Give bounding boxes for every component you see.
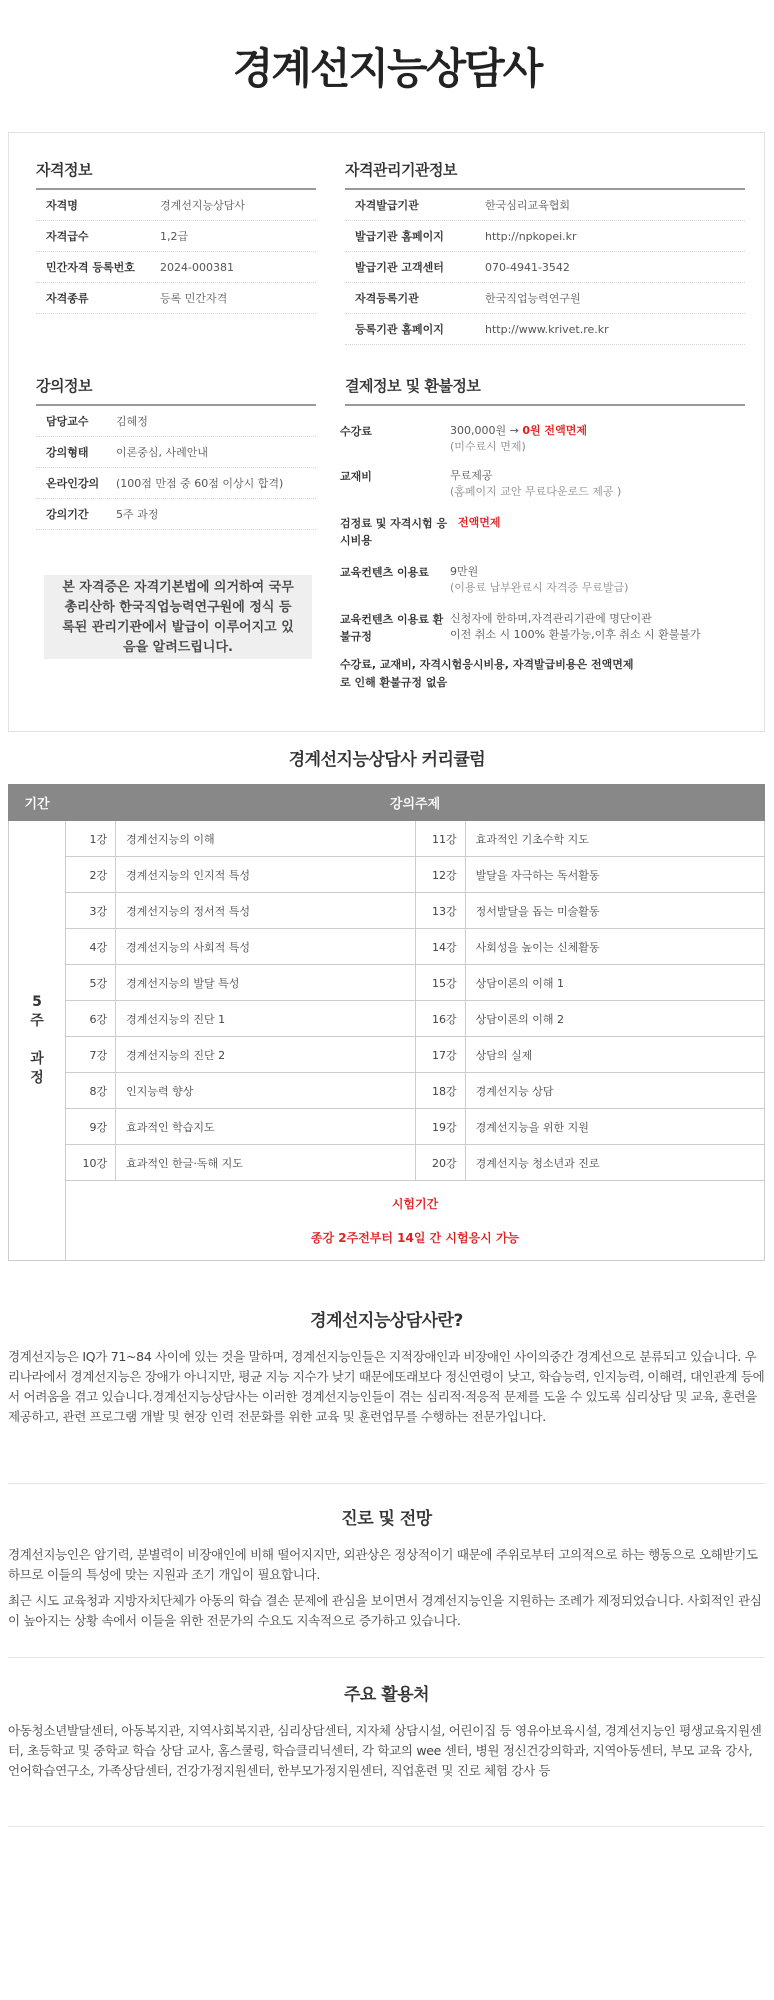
divider (8, 1483, 765, 1484)
table-row (9, 1145, 765, 1181)
row-key: 자격명 (46, 199, 78, 212)
lecture-num: 10강 (66, 1145, 116, 1181)
lecture-num: 14강 (415, 929, 465, 965)
lecture-num: 2강 (66, 857, 116, 893)
lecture-topic: 경계선지능의 인지적 특성 (116, 857, 415, 893)
row-key: 발급기관 고객센터 (355, 261, 444, 274)
career-section (8, 1504, 765, 1631)
content-v2: (이용료 납부완료시 자격증 무료발급) (450, 581, 629, 594)
payment-full-note: 수강료, 교재비, 자격시험응시비용, 자격발급비용은 전액면제로 인해 환불규정 없음 (340, 658, 634, 689)
exam-note: 종강 2주전부터 14일 간 시험응시 가능 (310, 1230, 520, 1245)
org-info-heading: 자격관리기관정보 (345, 159, 745, 190)
info-box (8, 132, 765, 732)
row-key: 자격발급기관 (355, 199, 419, 212)
lecture-num: 11강 (415, 821, 465, 857)
lecture-topic: 경계선지능의 이해 (116, 821, 415, 857)
col-topic: 강의주제 (66, 785, 765, 821)
lecture-num: 12강 (415, 857, 465, 893)
row-key: 자격급수 (46, 230, 89, 243)
exam-title: 시험기간 (391, 1196, 439, 1211)
notice-text: 본 자격증은 자격기본법에 의거하여 국무총리산하 한국직업능력연구원에 정식 등록된 관리기관에서 발급이 이루어지고 있음을 알려드립니다. (62, 580, 294, 655)
row-key: 검정료 및 자격시험 응시비용 (340, 517, 448, 547)
payment-exam-row (340, 515, 760, 551)
lecture-topic: 경계선지능 청소년과 진로 (465, 1145, 764, 1181)
about-text: 경계선지능은 IQ가 71~84 사이에 있는 것을 말하며, 경계선지능인들은 지적장애인과 비장애인 사이의중간 경계선으로 분류되고 있습니다. 우리나라에서 경계선지능은 장애가 아니지만, 평균 지능 지수가 낮기 때문에또래보다 정신연령이 낮고, 학습능력, 인지능력, 이해력, 대인관계 등에서 어려움을 겪고 있습니다.경계선지능상담사는 이러한 경계선지능인들이 겪는 심리적·적응적 문제를 도울 수 있도록 심리상담 및 교육, 훈련을 제공하고, 관련 프로그램 개발 및 현장 인력 전문화를 위한 교육 및 훈련업무를 수행하는 전문가입니다. (8, 1349, 765, 1424)
row-key: 수강료 (340, 425, 372, 438)
lecture-info-section (36, 375, 316, 530)
row-key: 교육컨텐츠 이용료 (340, 566, 429, 579)
refund-v1: 신청자에 한하며,자격관리기관에 명단이관 (450, 612, 652, 625)
table-row (9, 857, 765, 893)
lecture-num: 16강 (415, 1001, 465, 1037)
exam-row (9, 1181, 765, 1261)
row-key: 온라인강의 (46, 477, 100, 490)
lecture-topic: 효과적인 학습지도 (116, 1109, 415, 1145)
lecture-topic: 경계선지능의 진단 1 (116, 1001, 415, 1037)
career-p2: 최근 시도 교육청과 지방자치단체가 아동의 학습 결손 문제에 관심을 보이면서 경계선지능인을 지원하는 조례가 제정되었습니다. 사회적인 관심이 높아지는 상황 속에서 이들을 위한 전문가의 수요도 지속적으로 증가하고 있습니다. (8, 1593, 762, 1628)
col-period: 기간 (9, 785, 66, 821)
career-heading: 진로 및 전망 (341, 1509, 432, 1529)
row-value: 한국직업능력연구원 (485, 292, 581, 305)
about-heading: 경계선지능상담사란? (310, 1311, 463, 1331)
lecture-topic: 경계선지능의 발달 특성 (116, 965, 415, 1001)
lecture-topic: 경계선지능을 위한 지원 (465, 1109, 764, 1145)
divider (8, 1657, 765, 1658)
lecture-num: 4강 (66, 929, 116, 965)
org-info-row (345, 283, 745, 314)
about-section (8, 1306, 765, 1427)
cert-info-row (36, 190, 316, 221)
cert-info-row (36, 283, 316, 314)
lecture-topic: 효과적인 기초수학 지도 (465, 821, 764, 857)
row-key: 강의형태 (46, 446, 89, 459)
lecture-info-row (36, 468, 316, 499)
usage-heading: 주요 활용처 (343, 1685, 430, 1705)
lecture-num: 5강 (66, 965, 116, 1001)
cert-info-row (36, 221, 316, 252)
row-value: 등록 민간자격 (160, 292, 228, 305)
row-key: 자격등록기관 (355, 292, 419, 305)
row-key: 교재비 (340, 470, 372, 483)
table-row (9, 821, 765, 857)
material-v2: (홈페이지 교안 무료다운로드 제공 ) (450, 485, 622, 498)
lecture-info-heading: 강의정보 (36, 375, 316, 406)
fee-price: 300,000원 → (450, 424, 519, 437)
lecture-topic: 사회성을 높이는 신체활동 (465, 929, 764, 965)
row-key: 강의기간 (46, 508, 89, 521)
table-row (9, 893, 765, 929)
row-value: 1,2급 (160, 230, 189, 243)
lecture-num: 15강 (415, 965, 465, 1001)
row-value: (100점 만점 중 60점 이상시 합격) (116, 477, 284, 490)
table-row (9, 1001, 765, 1037)
payment-content-row (340, 564, 760, 598)
table-row (9, 1037, 765, 1073)
lecture-info-row (36, 437, 316, 468)
row-key: 자격종류 (46, 292, 89, 305)
row-key: 등록기관 홈페이지 (355, 323, 444, 336)
lecture-topic: 인지능력 향상 (116, 1073, 415, 1109)
lecture-topic: 발달을 자극하는 독서활동 (465, 857, 764, 893)
refund-v2: 이전 취소 시 100% 환불가능,이후 취소 시 환불불가 (450, 628, 701, 641)
row-value: 경계선지능상담사 (160, 199, 246, 212)
fee-note: (미수료시 면제) (450, 440, 526, 453)
exam-cell (66, 1181, 765, 1261)
homepage-link[interactable]: http://npkopei.kr (485, 229, 577, 243)
period-cell: 5 주 과 정 (9, 821, 66, 1261)
lecture-topic: 상담이론의 이해 1 (465, 965, 764, 1001)
lecture-num: 18강 (415, 1073, 465, 1109)
row-value: 5주 과정 (116, 508, 159, 521)
divider (8, 1826, 765, 1827)
lecture-num: 3강 (66, 893, 116, 929)
lecture-num: 1강 (66, 821, 116, 857)
table-row (9, 929, 765, 965)
exam-value: 전액면제 (458, 516, 501, 529)
table-row (9, 965, 765, 1001)
usage-section (8, 1680, 765, 1781)
row-key: 민간자격 등록번호 (46, 261, 135, 274)
lecture-num: 20강 (415, 1145, 465, 1181)
payment-section (345, 375, 745, 406)
cert-info-row (36, 252, 316, 283)
page-title: 경계선지능상담사 (232, 44, 542, 93)
lecture-topic: 정서발달을 돕는 미술활동 (465, 893, 764, 929)
registry-link[interactable]: http://www.krivet.re.kr (485, 322, 609, 336)
org-info-row (345, 314, 745, 345)
table-header-row (9, 785, 765, 821)
curriculum-table (8, 784, 765, 1261)
payment-fee-row (340, 423, 760, 457)
lecture-num: 17강 (415, 1037, 465, 1073)
lecture-topic: 경계선지능의 사회적 특성 (116, 929, 415, 965)
row-key: 발급기관 홈페이지 (355, 230, 444, 243)
org-info-row (345, 221, 745, 252)
row-value: 이론중심, 사례안내 (116, 446, 209, 459)
lecture-topic: 효과적인 한글·독해 지도 (116, 1145, 415, 1181)
org-info-section (345, 159, 745, 345)
row-key: 교육컨텐츠 이용료 환불규정 (340, 613, 444, 643)
material-v1: 무료제공 (450, 469, 493, 482)
lecture-topic: 경계선지능의 진단 2 (116, 1037, 415, 1073)
payment-material-row (340, 468, 760, 502)
lecture-info-row (36, 406, 316, 437)
lecture-num: 8강 (66, 1073, 116, 1109)
lecture-num: 6강 (66, 1001, 116, 1037)
career-p1: 경계선지능인은 암기력, 분별력이 비장애인에 비해 떨어지지만, 외관상은 정상적이기 때문에 주위로부터 고의적으로 하는 행동으로 오해받기도 하므로 이들의 특성에 맞는 지원과 조기 개입이 필요합니다. (8, 1547, 758, 1582)
lecture-num: 13강 (415, 893, 465, 929)
row-value: 김혜정 (116, 415, 148, 428)
org-info-row (345, 190, 745, 221)
row-key: 담당교수 (46, 415, 89, 428)
lecture-topic: 상담이론의 이해 2 (465, 1001, 764, 1037)
notice-box (44, 575, 312, 659)
lecture-topic: 상담의 실제 (465, 1037, 764, 1073)
content-v1: 9만원 (450, 565, 479, 578)
curriculum-heading: 경계선지능상담사 커리큘럼 (288, 750, 486, 770)
lecture-num: 7강 (66, 1037, 116, 1073)
table-row (9, 1109, 765, 1145)
row-value: 2024-000381 (160, 260, 234, 274)
payment-heading: 결제정보 및 환불정보 (345, 375, 745, 406)
usage-text: 아동청소년발달센터, 아동복지관, 지역사회복지관, 심리상담센터, 지자체 상담시설, 어린이집 등 영유아보육시설, 경계선지능인 평생교육지원센터, 초등학교 및 중학교 학습 상담 교사, 홈스쿨링, 학습클리닉센터, 각 학교의 wee 센터, 병원 정신건강의학과, 지역아동센터, 부모 교육 강사, 언어학습연구소, 가족상담센터, 건강가정지원센터, 한부모가정지원센터, 직업훈련 및 진로 체험 강사 등 (8, 1723, 762, 1778)
row-value: 070-4941-3542 (485, 260, 570, 274)
lecture-topic: 경계선지능 상담 (465, 1073, 764, 1109)
row-value: 한국심리교육협회 (485, 199, 571, 212)
payment-refund-row (340, 611, 760, 647)
cert-info-heading: 자격정보 (36, 159, 316, 190)
lecture-topic: 경계선지능의 정서적 특성 (116, 893, 415, 929)
lecture-num: 9강 (66, 1109, 116, 1145)
lecture-info-row (36, 499, 316, 530)
fee-free: 0원 전액면제 (522, 424, 587, 437)
org-info-row (345, 252, 745, 283)
lecture-num: 19강 (415, 1109, 465, 1145)
table-row (9, 1073, 765, 1109)
cert-info-section (36, 159, 316, 314)
